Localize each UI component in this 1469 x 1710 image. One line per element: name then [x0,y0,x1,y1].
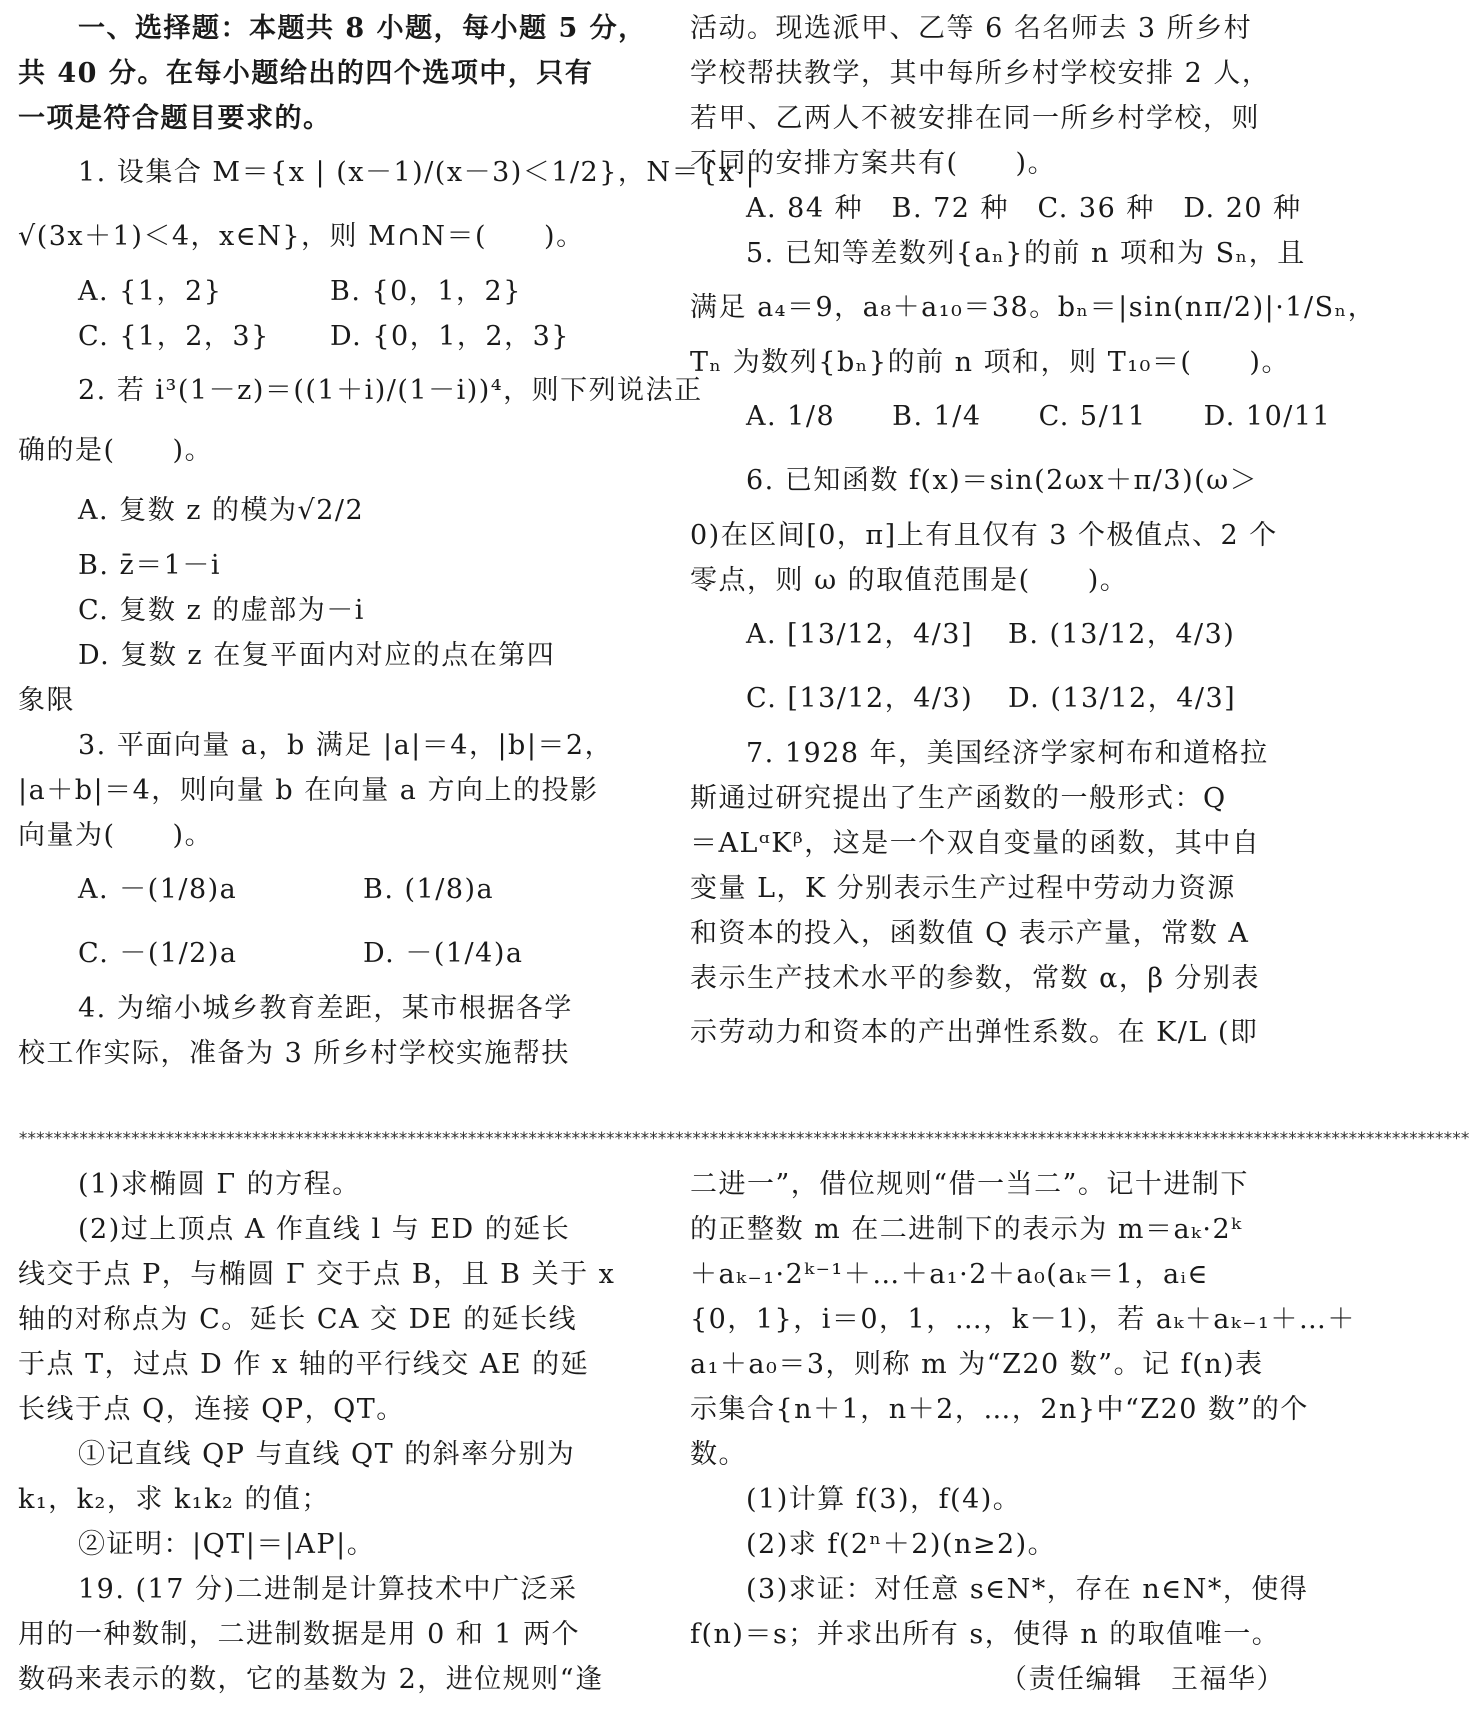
question-18-sub-1: ①记直线 QP 与直线 QT 的斜率分别为 [78,1439,576,1470]
question-18-part-2-cont: 于点 T，过点 D 作 x 轴的平行线交 AE 的延 [18,1349,590,1380]
question-6-options-row2 [690,667,1295,731]
question-7-cont: ＝ALᵅKᵝ，这是一个双自变量的函数，其中自 [690,828,1261,859]
question-3-options-row2 [18,922,628,986]
column-top-right [690,6,1377,1065]
question-4-cont: 校工作实际，准备为 3 所乡村学校实施帮扶 [18,1038,570,1069]
question-19-cont: 数码来表示的数，它的基数为 2，进位规则“逢 [18,1664,604,1695]
column-bottom-right [690,1162,1356,1702]
question-19-cont: 的正整数 m 在二进制下的表示为 m＝aₖ·2ᵏ [690,1214,1243,1245]
section-heading: 一、选择题：本题共 8 小题，每小题 5 分， [78,13,647,44]
question-18-part-2-cont: 长线于点 Q，连接 QP，QT。 [18,1394,405,1425]
editor-credit: （责任编辑 王福华） [1000,1664,1285,1695]
question-4-cont: 学校帮扶教学，其中每所乡村学校安排 2 人， [690,58,1271,89]
question-18-part-1: (1)求椭圆 Γ 的方程。 [78,1169,361,1200]
column-bottom-left [18,1162,628,1702]
question-19-cont: 用的一种数制，二进制数据是用 0 和 1 两个 [18,1619,581,1650]
question-19-part-2: (2)求 f(2ⁿ＋2)(n≥2)。 [746,1529,1057,1560]
option-d-cont: 象限 [18,685,75,716]
option-d: D. {0，1，2，3} [330,321,570,352]
question-19: 19. (17 分)二进制是计算技术中广泛采 [78,1574,578,1605]
question-19-part-3: (3)求证：对任意 s∈N*，存在 n∈N*，使得 [746,1574,1309,1605]
column-top-left [18,6,757,1076]
question-4: 4. 为缩小城乡教育差距，某市根据各学 [78,993,573,1024]
option-b: B. (1/8)a [363,874,495,905]
option-b: B. (13/12，4/3) [1008,619,1236,650]
question-3: 3. 平面向量 a，b 满足 |a|＝4，|b|＝2， [78,730,614,761]
option-a: A. 复数 z 的模为√2/2 [78,495,365,526]
question-6-options-row1 [690,603,1295,667]
option-c: C. {1，2，3} [78,321,270,352]
question-19-cont: 数。 [690,1439,747,1470]
option-c: C. 复数 z 的虚部为－i [78,595,365,626]
question-1: 1. 设集合 M＝{x | (x－1)/(x－3)＜1/2}，N＝{x | [78,157,757,188]
question-7-cont: 和资本的投入，函数值 Q 表示产量，常数 A [690,918,1250,949]
question-7: 7. 1928 年，美国经济学家柯布和道格拉 [746,738,1269,769]
question-4-cont: 活动。现选派甲、乙等 6 名名师去 3 所乡村 [690,13,1253,44]
question-19-cont: a₁＋a₀＝3，则称 m 为“Z20 数”。记 f(n)表 [690,1349,1264,1380]
option-c: C. [13/12，4/3) [746,683,974,714]
option-b: B. z̄＝1－i [78,550,222,581]
question-6-cont: 0)在区间[0，π]上有且仅有 3 个极值点、2 个 [690,520,1278,551]
question-5: 5. 已知等差数列{aₙ}的前 n 项和为 Sₙ，且 [746,238,1306,269]
question-3-options-row1 [18,858,628,922]
question-3-cont: 向量为( )。 [18,820,214,851]
option-d: D. －(1/4)a [363,938,524,969]
question-19-cont: ＋aₖ₋₁·2ᵏ⁻¹＋…＋a₁·2＋a₀(aₖ＝1，aᵢ∈ [690,1259,1209,1290]
question-6: 6. 已知函数 f(x)＝sin(2ωx＋π/3)(ω＞ [746,465,1259,496]
question-2-cont: 确的是( )。 [18,435,214,466]
question-7-cont: 表示生产技术水平的参数，常数 α，β 分别表 [690,963,1261,994]
question-1-cont: √(3x＋1)＜4，x∈N}，则 M∩N＝( )。 [18,221,585,252]
question-4-cont: 若甲、乙两人不被安排在同一所乡村学校，则 [690,103,1260,134]
question-1-options-row1 [18,269,628,314]
question-7-cont: 示劳动力和资本的产出弹性系数。在 K/L (即 [690,1017,1259,1048]
question-4-options: A. 84 种 B. 72 种 C. 36 种 D. 20 种 [746,193,1302,224]
question-3-cont: |a＋b|＝4，则向量 b 在向量 a 方向上的投影 [18,775,599,806]
question-18-part-2: (2)过上顶点 A 作直线 l 与 ED 的延长 [78,1214,571,1245]
option-c: C. －(1/2)a [78,938,238,969]
section-heading-line: 共 40 分。在每小题给出的四个选项中，只有 [18,58,594,89]
option-b: B. {0，1，2} [330,276,522,307]
question-19-part-1: (1)计算 f(3)，f(4)。 [746,1484,1022,1515]
option-a: A. [13/12，4/3] [746,619,973,650]
question-7-cont: 斯通过研究提出了生产函数的一般形式：Q [690,783,1227,814]
option-a: A. {1，2} [78,276,223,307]
question-1-options-row2 [18,314,628,359]
option-a: A. －(1/8)a [78,874,238,905]
question-5-options: A. 1/8 B. 1/4 C. 5/11 D. 10/11 [746,401,1332,432]
page-divider: ************************************************************************************************************************************************************************ [18,1129,1469,1149]
option-d: D. 复数 z 在复平面内对应的点在第四 [78,640,556,671]
question-5-cont: 满足 a₄＝9，a₈＋a₁₀＝38。bₙ＝|sin(nπ/2)|·1/Sₙ， [690,292,1377,323]
question-19-part-3-cont: f(n)＝s；并求出所有 s，使得 n 的取值唯一。 [690,1619,1281,1650]
question-18-sub-2: ②证明：|QT|＝|AP|。 [78,1529,376,1560]
question-5-cont: Tₙ 为数列{bₙ}的前 n 项和，则 T₁₀＝( )。 [690,347,1290,378]
option-d: D. (13/12，4/3] [1008,683,1237,714]
question-19-cont: 二进一”，借位规则“借一当二”。记十进制下 [690,1169,1249,1200]
question-2: 2. 若 i³(1－z)＝((1＋i)/(1－i))⁴，则下列说法正 [78,375,703,406]
question-18-sub-1-cont: k₁，k₂，求 k₁k₂ 的值； [18,1484,330,1515]
question-4-cont: 不同的安排方案共有( )。 [690,148,1057,179]
question-18-part-2-cont: 轴的对称点为 C。延长 CA 交 DE 的延长线 [18,1304,578,1335]
question-18-part-2-cont: 线交于点 P，与椭圆 Γ 交于点 B，且 B 关于 x [18,1259,616,1290]
section-heading-line: 一项是符合题目要求的。 [18,103,332,134]
question-7-cont: 变量 L，K 分别表示生产过程中劳动力资源 [690,873,1236,904]
question-6-cont: 零点，则 ω 的取值范围是( )。 [690,565,1129,596]
question-19-cont: {0，1}，i＝0，1，…，k－1)，若 aₖ＋aₖ₋₁＋…＋ [690,1304,1356,1335]
question-19-cont: 示集合{n＋1，n＋2，…，2n}中“Z20 数”的个 [690,1394,1309,1425]
